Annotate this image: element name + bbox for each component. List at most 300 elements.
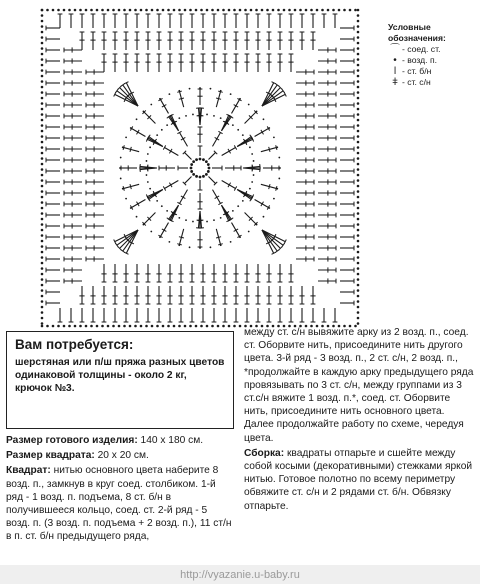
chain-dot: [222, 9, 225, 12]
chain-dot: [189, 88, 191, 90]
chain-dot: [357, 163, 360, 166]
square-text: нитью основного цвета наберите 8 возд. п., замкнув в круг соед. столбиком. 1-й ряд - 1 возд. п. подъема, 8 ст. б/н в получившееся кольцо, соед. ст. 2-й ряд - 5 возд. п. (3 возд. п. подъема + 2 возд. п.), 11 ст/н в п. ст. б/н предыдущего ряда,: [6, 465, 232, 543]
double-crochet-mark: [213, 132, 221, 146]
chain-dot: [213, 115, 215, 117]
chain-dot: [150, 231, 152, 233]
stitch-crossbar: [216, 98, 221, 99]
chain-dot: [195, 158, 198, 161]
chain-dot: [112, 9, 115, 12]
chain-dot: [294, 9, 297, 12]
chain-dot: [147, 181, 149, 183]
chain-dot: [239, 236, 241, 238]
chain-dot: [357, 317, 360, 320]
double-crochet-mark: [232, 100, 240, 114]
chain-dot: [134, 9, 137, 12]
chain-dot: [41, 218, 44, 221]
chain-dot: [357, 185, 360, 188]
chain-dot: [136, 118, 138, 120]
chain-dot: [41, 58, 44, 61]
chain-dot: [41, 311, 44, 314]
chain-dot: [232, 210, 234, 212]
corner-fan-mark: [262, 91, 283, 106]
double-crochet-mark: [132, 200, 146, 208]
chain-dot: [357, 53, 360, 56]
chain-dot: [357, 108, 360, 111]
corner-fan-mark: [120, 88, 138, 106]
chain-dot: [237, 129, 239, 131]
chain-dot: [253, 174, 255, 176]
chain-dot: [357, 75, 360, 78]
chain-dot: [41, 157, 44, 160]
stitch-crossbar: [179, 237, 184, 238]
chain-dot: [159, 98, 161, 100]
chain-dot: [178, 217, 180, 219]
chain-dot: [41, 97, 44, 100]
chain-dot: [79, 9, 82, 12]
chain-dot: [354, 9, 357, 12]
chain-dot: [220, 90, 222, 92]
double-crochet-mark: [232, 223, 240, 237]
double-crochet-mark: [161, 100, 169, 114]
dot-icon: •: [393, 55, 397, 66]
chain-dot: [283, 9, 286, 12]
chain-dot: [41, 119, 44, 122]
chain-dot: [357, 14, 360, 17]
chain-dot: [145, 167, 147, 169]
corner-fan-mark: [123, 85, 138, 106]
chain-dot: [41, 289, 44, 292]
chain-dot: [178, 117, 180, 119]
cross-icon: ǂ: [392, 77, 398, 88]
chain-dot: [357, 119, 360, 122]
chain-dot: [211, 325, 214, 328]
size-value: 140 х 180 см.: [137, 435, 204, 446]
chain-dot: [228, 325, 231, 328]
chain-dot: [256, 224, 258, 226]
chain-dot: [195, 175, 198, 178]
chain-dot: [357, 36, 360, 39]
chain-dot: [357, 42, 360, 45]
chain-dot: [184, 9, 187, 12]
chain-dot: [178, 325, 181, 328]
chain-dot: [140, 9, 143, 12]
legend-label: - соед. ст.: [402, 44, 441, 54]
chain-dot: [149, 146, 151, 148]
chain-dot: [41, 284, 44, 287]
chain-dot: [205, 173, 208, 176]
chain-dot: [357, 152, 360, 155]
chain-dot: [41, 135, 44, 138]
chain-dot: [357, 201, 360, 204]
chain-dot: [41, 75, 44, 78]
chain-dot: [161, 129, 163, 131]
chain-dot: [249, 146, 251, 148]
chain-dot: [145, 325, 148, 328]
chain-dot: [208, 167, 211, 170]
legend-row-bar: [388, 66, 480, 77]
requirements-body: шерстяная или п/ш пряжа разных цветов одинаковой толщины - около 2 кг, крючок №3.: [15, 357, 225, 394]
chain-dot: [96, 325, 99, 328]
chain-dot: [41, 64, 44, 67]
chain-dot: [129, 9, 132, 12]
chain-dot: [41, 14, 44, 17]
chain-dot: [41, 300, 44, 303]
chain-dot: [253, 160, 255, 162]
chain-dot: [222, 325, 225, 328]
chain-dot: [41, 20, 44, 23]
chain-dot: [118, 9, 121, 12]
chain-dot: [357, 289, 360, 292]
chain-dot: [357, 284, 360, 287]
chain-dot: [172, 120, 174, 122]
chain-dot: [211, 9, 214, 12]
chain-dot: [207, 170, 210, 173]
chain-dot: [125, 136, 127, 138]
chain-dot: [200, 325, 203, 328]
chain-dot: [74, 9, 77, 12]
chain-dot: [321, 9, 324, 12]
chain-dot: [220, 244, 222, 246]
chain-dot: [226, 120, 228, 122]
chain-dot: [52, 325, 55, 328]
chain-dot: [152, 140, 154, 142]
chain-dot: [120, 178, 122, 180]
legend: [388, 22, 480, 88]
chain-dot: [107, 325, 110, 328]
chain-dot: [41, 174, 44, 177]
chain-dot: [41, 80, 44, 83]
chain-dot: [207, 163, 210, 166]
chain-dot: [130, 127, 132, 129]
chain-dot: [41, 223, 44, 226]
chain-dot: [146, 160, 148, 162]
chain-dot: [268, 207, 270, 209]
square-paragraph: [6, 464, 232, 543]
double-crochet-mark: [144, 213, 155, 224]
chain-dot: [279, 167, 281, 169]
chain-dot: [41, 240, 44, 243]
legend-row-cross: [388, 77, 480, 88]
chain-dot: [90, 325, 93, 328]
double-crochet-mark: [213, 190, 221, 204]
chain-dot: [41, 86, 44, 89]
square-size-value: 20 х 20 см.: [94, 450, 149, 462]
corner-fan-mark: [262, 230, 280, 248]
chain-dot: [256, 111, 258, 113]
chain-dot: [41, 168, 44, 171]
chain-dot: [140, 325, 143, 328]
legend-header-1: Условные: [388, 22, 431, 32]
chain-dot: [277, 9, 280, 12]
chain-dot: [119, 167, 121, 169]
chain-dot: [136, 216, 138, 218]
chain-dot: [199, 158, 202, 161]
chain-dot: [41, 251, 44, 254]
chain-dot: [68, 9, 71, 12]
chain-dot: [190, 163, 193, 166]
chain-dot: [101, 9, 104, 12]
double-crochet-mark: [161, 223, 169, 237]
chain-dot: [357, 240, 360, 243]
chain-dot: [263, 216, 265, 218]
chain-dot: [52, 9, 55, 12]
chain-dot: [151, 325, 154, 328]
instructions-left-column: [6, 434, 232, 546]
chain-dot: [251, 153, 253, 155]
chain-dot: [156, 325, 159, 328]
chain-dot: [357, 212, 360, 215]
chain-dot: [357, 9, 360, 12]
corner-fan-mark: [117, 230, 138, 245]
chain-dot: [357, 295, 360, 298]
chain-dot: [220, 217, 222, 219]
chain-dot: [125, 198, 127, 200]
chain-dot: [68, 325, 71, 328]
chain-dot: [357, 47, 360, 50]
chain-dot: [357, 58, 360, 61]
chain-dot: [357, 218, 360, 221]
chain-dot: [357, 157, 360, 160]
chain-dot: [101, 325, 104, 328]
chain-dot: [343, 9, 346, 12]
chain-dot: [143, 111, 145, 113]
chain-dot: [63, 9, 66, 12]
chain-dot: [57, 325, 60, 328]
chain-dot: [41, 130, 44, 133]
chain-dot: [210, 88, 212, 90]
square-label: Квадрат:: [6, 465, 51, 477]
chain-dot: [239, 9, 242, 12]
chain-dot: [41, 196, 44, 199]
square-size-label: Размер квадрата:: [6, 450, 95, 462]
stitch-crossbar: [179, 98, 184, 99]
chain-dot: [41, 273, 44, 276]
chain-dot: [41, 69, 44, 72]
chain-dot: [357, 168, 360, 171]
chain-dot: [147, 153, 149, 155]
chain-dot: [251, 181, 253, 183]
chain-dot: [173, 9, 176, 12]
rows-paragraph: между ст. с/н вывяжите арку из 2 возд. п., соед. ст. Оборвите нить, присоедините нить другого цвета. 3-й ряд - 3 возд. п., 2 ст. с/н, 2 возд. п., *продолжайте в каждую арку предыдущего ряда провязывать по 3 ст. с/н, между группами из 3 ст.с/н вяжите 1 возд. п.*, соед. ст. Оборвите нить, присоедините нить основного цвета. Далее продолжайте работу по схеме, чередуя цвета.: [244, 327, 474, 444]
chain-dot: [185, 219, 187, 221]
chain-dot: [85, 325, 88, 328]
chain-dot: [184, 325, 187, 328]
chain-dot: [237, 205, 239, 207]
chain-dot: [150, 104, 152, 106]
double-crochet-mark: [245, 213, 256, 224]
chain-dot: [357, 234, 360, 237]
chain-dot: [338, 9, 341, 12]
chain-dot: [57, 9, 60, 12]
chain-dot: [357, 251, 360, 254]
chain-dot: [85, 9, 88, 12]
chain-dot: [192, 173, 195, 176]
chain-dot: [316, 9, 319, 12]
chain-dot: [167, 325, 170, 328]
chain-dot: [357, 245, 360, 248]
chain-dot: [46, 325, 49, 328]
chain-dot: [63, 325, 66, 328]
single-crochet-mark: [184, 176, 191, 183]
double-crochet-mark: [255, 129, 269, 137]
chain-dot: [357, 196, 360, 199]
chain-dot: [79, 325, 82, 328]
chain-dot: [162, 325, 165, 328]
chain-dot: [41, 47, 44, 50]
chain-dot: [357, 306, 360, 309]
chain-dot: [357, 135, 360, 138]
requirements-box: [6, 331, 234, 429]
chain-dot: [134, 325, 137, 328]
chain-dot: [123, 9, 126, 12]
chain-dot: [357, 20, 360, 23]
chain-dot: [206, 114, 208, 116]
chain-dot: [357, 322, 360, 325]
chain-dot: [41, 102, 44, 105]
chain-dot: [149, 188, 151, 190]
chain-dot: [41, 322, 44, 325]
chain-dot: [167, 9, 170, 12]
chain-dot: [255, 9, 258, 12]
chain-dot: [357, 146, 360, 149]
chain-dot: [217, 9, 220, 12]
assembly-label: Сборка:: [244, 447, 285, 459]
chain-dot: [210, 246, 212, 248]
corner-fan-mark: [262, 230, 283, 245]
chain-dot: [273, 198, 275, 200]
chain-dot: [172, 214, 174, 216]
legend-row-arc: [388, 44, 480, 55]
chain-dot: [161, 205, 163, 207]
chain-dot: [310, 9, 313, 12]
chain-dot: [357, 80, 360, 83]
chain-dot: [199, 247, 201, 249]
single-crochet-mark: [208, 176, 215, 183]
stitch-crossbar: [269, 184, 270, 189]
chain-dot: [230, 93, 232, 95]
corner-fan-mark: [117, 91, 138, 106]
chain-dot: [357, 179, 360, 182]
chain-dot: [357, 31, 360, 34]
chain-dot: [357, 207, 360, 210]
chain-dot: [166, 210, 168, 212]
chain-dot: [349, 9, 352, 12]
chain-dot: [41, 108, 44, 111]
chain-dot: [90, 9, 93, 12]
chain-dot: [189, 246, 191, 248]
chain-dot: [248, 231, 250, 233]
double-crochet-mark: [144, 112, 155, 123]
chain-dot: [357, 130, 360, 133]
chain-dot: [156, 200, 158, 202]
chain-dot: [41, 25, 44, 28]
chain-dot: [41, 152, 44, 155]
chain-dot: [41, 234, 44, 237]
double-crochet-mark: [180, 132, 188, 146]
chain-dot: [217, 325, 220, 328]
chain-dot: [248, 104, 250, 106]
chain-dot: [166, 124, 168, 126]
chain-dot: [41, 124, 44, 127]
chain-dot: [357, 86, 360, 89]
chain-dot: [178, 90, 180, 92]
chain-dot: [41, 212, 44, 215]
chain-dot: [357, 278, 360, 281]
chain-dot: [278, 157, 280, 159]
chain-dot: [357, 25, 360, 28]
chain-dot: [244, 9, 247, 12]
bar-icon: ǀ: [393, 66, 397, 77]
size-label: Размер готового изделия:: [6, 435, 138, 446]
chain-dot: [272, 9, 275, 12]
chain-dot: [199, 221, 201, 223]
chain-dot: [357, 113, 360, 116]
chain-dot: [41, 278, 44, 281]
chain-dot: [129, 325, 132, 328]
chain-dot: [159, 236, 161, 238]
chain-dot: [288, 9, 291, 12]
chain-dot: [122, 146, 124, 148]
chain-dot: [41, 141, 44, 144]
chain-dot: [357, 300, 360, 303]
chain-dot: [156, 134, 158, 136]
double-crochet-mark: [222, 181, 236, 189]
chain-dot: [357, 124, 360, 127]
corner-fan-mark: [120, 230, 138, 248]
chain-dot: [190, 170, 193, 173]
chain-dot: [357, 256, 360, 259]
chain-dot: [41, 317, 44, 320]
chain-dot: [278, 178, 280, 180]
chain-dot: [239, 325, 242, 328]
chain-dot: [41, 163, 44, 166]
legend-label: - возд. п.: [402, 55, 437, 65]
chain-dot: [190, 167, 193, 170]
double-crochet-mark: [222, 148, 236, 156]
stitch-crossbar: [130, 184, 131, 189]
chain-dot: [118, 325, 121, 328]
double-crochet-mark: [180, 190, 188, 204]
chain-dot: [199, 87, 201, 89]
chain-dot: [357, 64, 360, 67]
chain-dot: [327, 9, 330, 12]
double-crochet-mark: [132, 129, 146, 137]
chain-dot: [195, 9, 198, 12]
requirements-title: Вам потребуется:: [15, 337, 134, 352]
chain-dot: [242, 134, 244, 136]
chain-dot: [143, 224, 145, 226]
chain-dot: [261, 9, 264, 12]
corner-fan-mark: [262, 88, 280, 106]
chain-dot: [249, 188, 251, 190]
chain-dot: [253, 167, 255, 169]
chain-dot: [242, 200, 244, 202]
chain-dot: [41, 325, 44, 328]
chain-dot: [41, 262, 44, 265]
stitch-crossbar: [130, 147, 131, 152]
chain-dot: [230, 241, 232, 243]
legend-label: - ст. с/н: [402, 77, 431, 87]
chain-dot: [41, 91, 44, 94]
chain-dot: [332, 9, 335, 12]
assembly-paragraph: [244, 447, 476, 513]
chain-dot: [220, 117, 222, 119]
arc-icon: ⌒: [390, 44, 400, 55]
legend-label: - ст. б/н: [402, 66, 432, 76]
chain-dot: [266, 9, 269, 12]
chain-dot: [195, 325, 198, 328]
chain-dot: [173, 325, 176, 328]
